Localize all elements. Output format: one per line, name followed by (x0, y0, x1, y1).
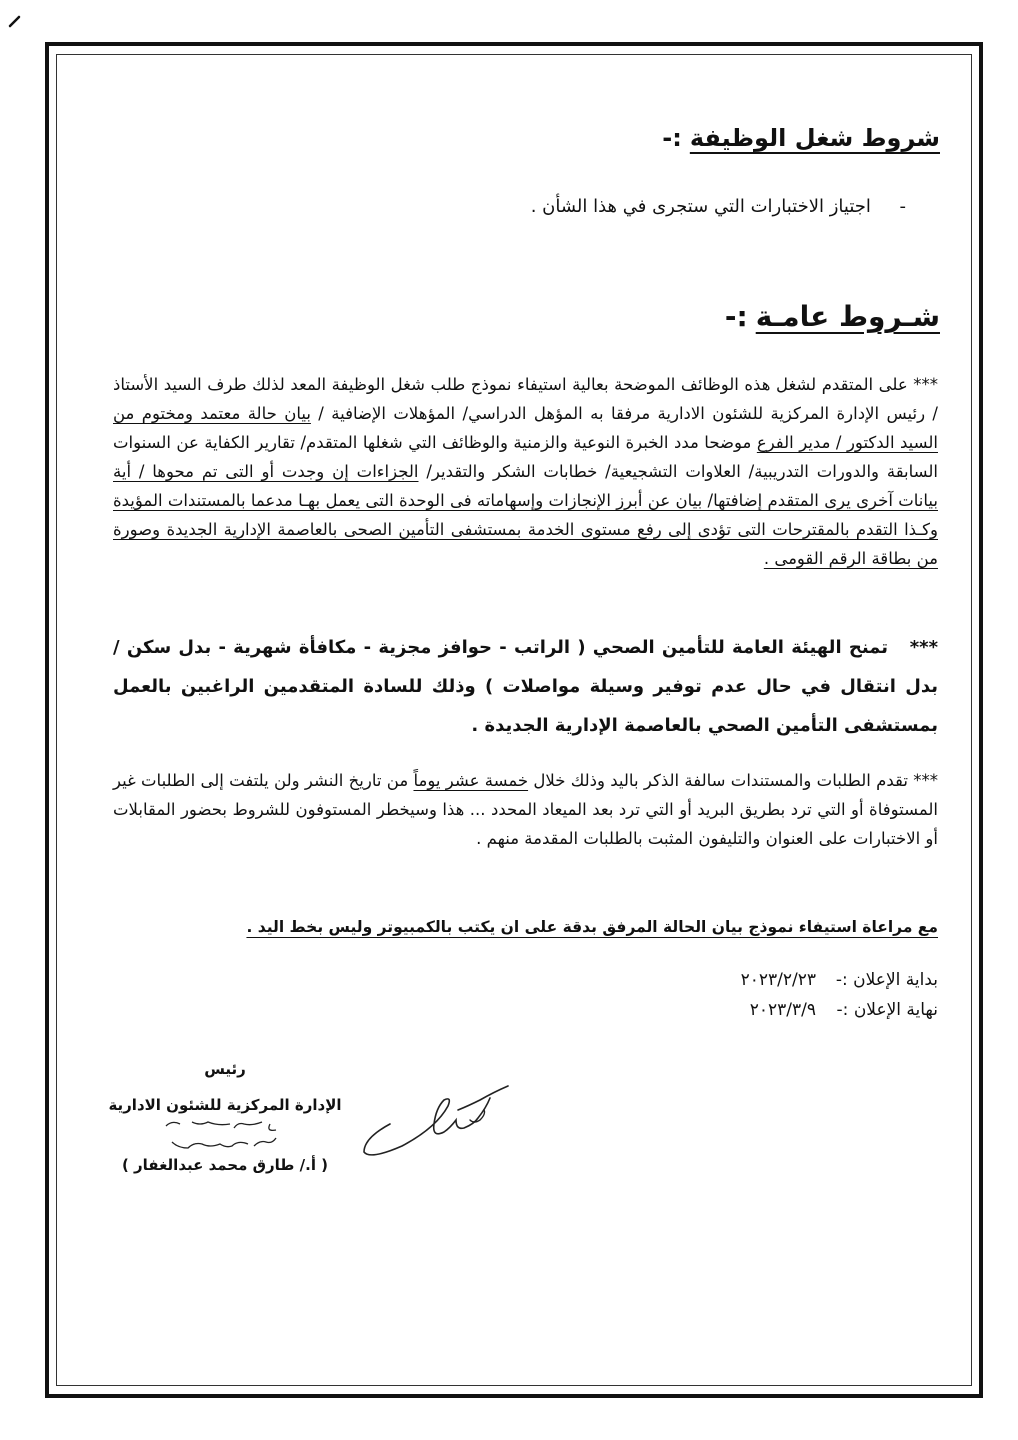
job-conditions-heading (662, 124, 940, 152)
announcement-end-date: ٢٠٢٣/٣/٩ (749, 1000, 816, 1020)
announcement-start-row (741, 970, 938, 990)
general-conditions-heading (725, 300, 940, 333)
general-condition-paragraph-1 (113, 370, 938, 573)
job-condition-item (531, 196, 906, 217)
notice-text: مع مراعاة استيفاء نموذج بيان الحالة المرفق بدقة على ان يكتب بالكمبيوتر وليس بخط اليد . (246, 918, 938, 936)
announcement-start-date: ٢٠٢٣/٢/٢٣ (740, 970, 816, 990)
handwritten-annotation (150, 1116, 290, 1154)
announcement-start-label: بداية الإعلان :- (835, 970, 938, 990)
scan-mark-icon (8, 14, 22, 28)
paragraph-1-middle: موضحا مدد الخبرة النوعية والزمنية والوظائف التي شغلها المتقدم/ تقارير الكفاية عن السنوات السابقة والدورات التدريبية/ العلاوات التشجيعية/ خطابات الشكر والتقدير/ (113, 433, 938, 481)
signature-scribble-icon (360, 1080, 520, 1160)
announcement-end-label: نهاية الإعلان :- (836, 1000, 938, 1020)
signature-role: رئيس (204, 1060, 246, 1078)
paragraph-3-after: من تاريخ النشر ولن يلتفت إلى الطلبات غير المستوفاة أو التي ترد بطريق البريد أو التي ترد بعد الميعاد المحدد ... هذا وسيخطر المستوفون للشروط بحضور المقابلات أو الاختبارات على العنوان والتليفون المثبت بالطلبات المقدمة منهم . (113, 771, 938, 848)
general-conditions-title: شـروط عامـة (755, 300, 940, 333)
paragraph-3-deadline: خمسة عشر يوماً (413, 771, 529, 790)
paragraph-marker: *** (909, 637, 938, 658)
paragraph-1-underlined-b: الجزاءات إن وجدت أو التى تم محوها / أية بيانات آخرى يرى المتقدم إضافتها/ بيان عن أبرز الإنجازات وإسهاماته فى الوحدة التى يعمل بهـا مدعما بالمستندات المؤيدة وكـذا التقدم بالمقترحات التى تؤدى إلى رفع مستوى الخدمة بمستشفى التأمين الصحى بالعاصمة الإدارية الجديدة وصورة من بطاقة الرقم القومى . (113, 462, 938, 568)
paragraph-3-before: تقدم الطلبات والمستندات سالفة الذكر باليد وذلك خلال (528, 771, 908, 790)
paragraph-1-lead: على المتقدم لشغل هذه الوظائف الموضحة بعالية استيفاء نموذج طلب شغل الوظيفة المعد لذلك طرف السيد الأستاذ / رئيس الإدارة المركزية للشئون الادارية مرفقا به المؤهل الدراسي/ المؤهلات الإضافية / (113, 375, 938, 423)
announcement-end-row (750, 1000, 938, 1020)
general-condition-paragraph-3 (113, 766, 938, 853)
handwriting-notice (246, 918, 938, 936)
job-conditions-suffix: :- (662, 124, 682, 152)
general-condition-paragraph-2 (113, 628, 938, 745)
general-conditions-suffix: :- (724, 300, 748, 333)
job-conditions-title: شروط شغل الوظيفة (689, 124, 940, 152)
job-condition-text: اجتياز الاختبارات التي ستجرى في هذا الشأن . (530, 196, 871, 217)
paragraph-marker: *** (913, 771, 939, 790)
paragraph-2-text: تمنح الهيئة العامة للتأمين الصحي ( الراتب - حوافز مجزية - مكافأة شهرية - بدل سكن / بدل انتقال في حال عدم توفير وسيلة مواصلات ) وذلك للسادة المتقدمين الراغبين بالعمل بمستشفى التأمين الصحي بالعاصمة الإدارية الجديدة . (113, 637, 938, 736)
signature-department: الإدارة المركزية للشئون الادارية (108, 1096, 342, 1114)
bullet-dash: - (899, 196, 906, 217)
paragraph-marker: *** (913, 375, 938, 394)
signature-name: ( أ./ طارق محمد عبدالغفار ) (121, 1156, 329, 1174)
paragraph-1-underlined-a: بيان حالة معتمد ومختوم من السيد الدكتور / مدير الفرع (113, 404, 938, 452)
